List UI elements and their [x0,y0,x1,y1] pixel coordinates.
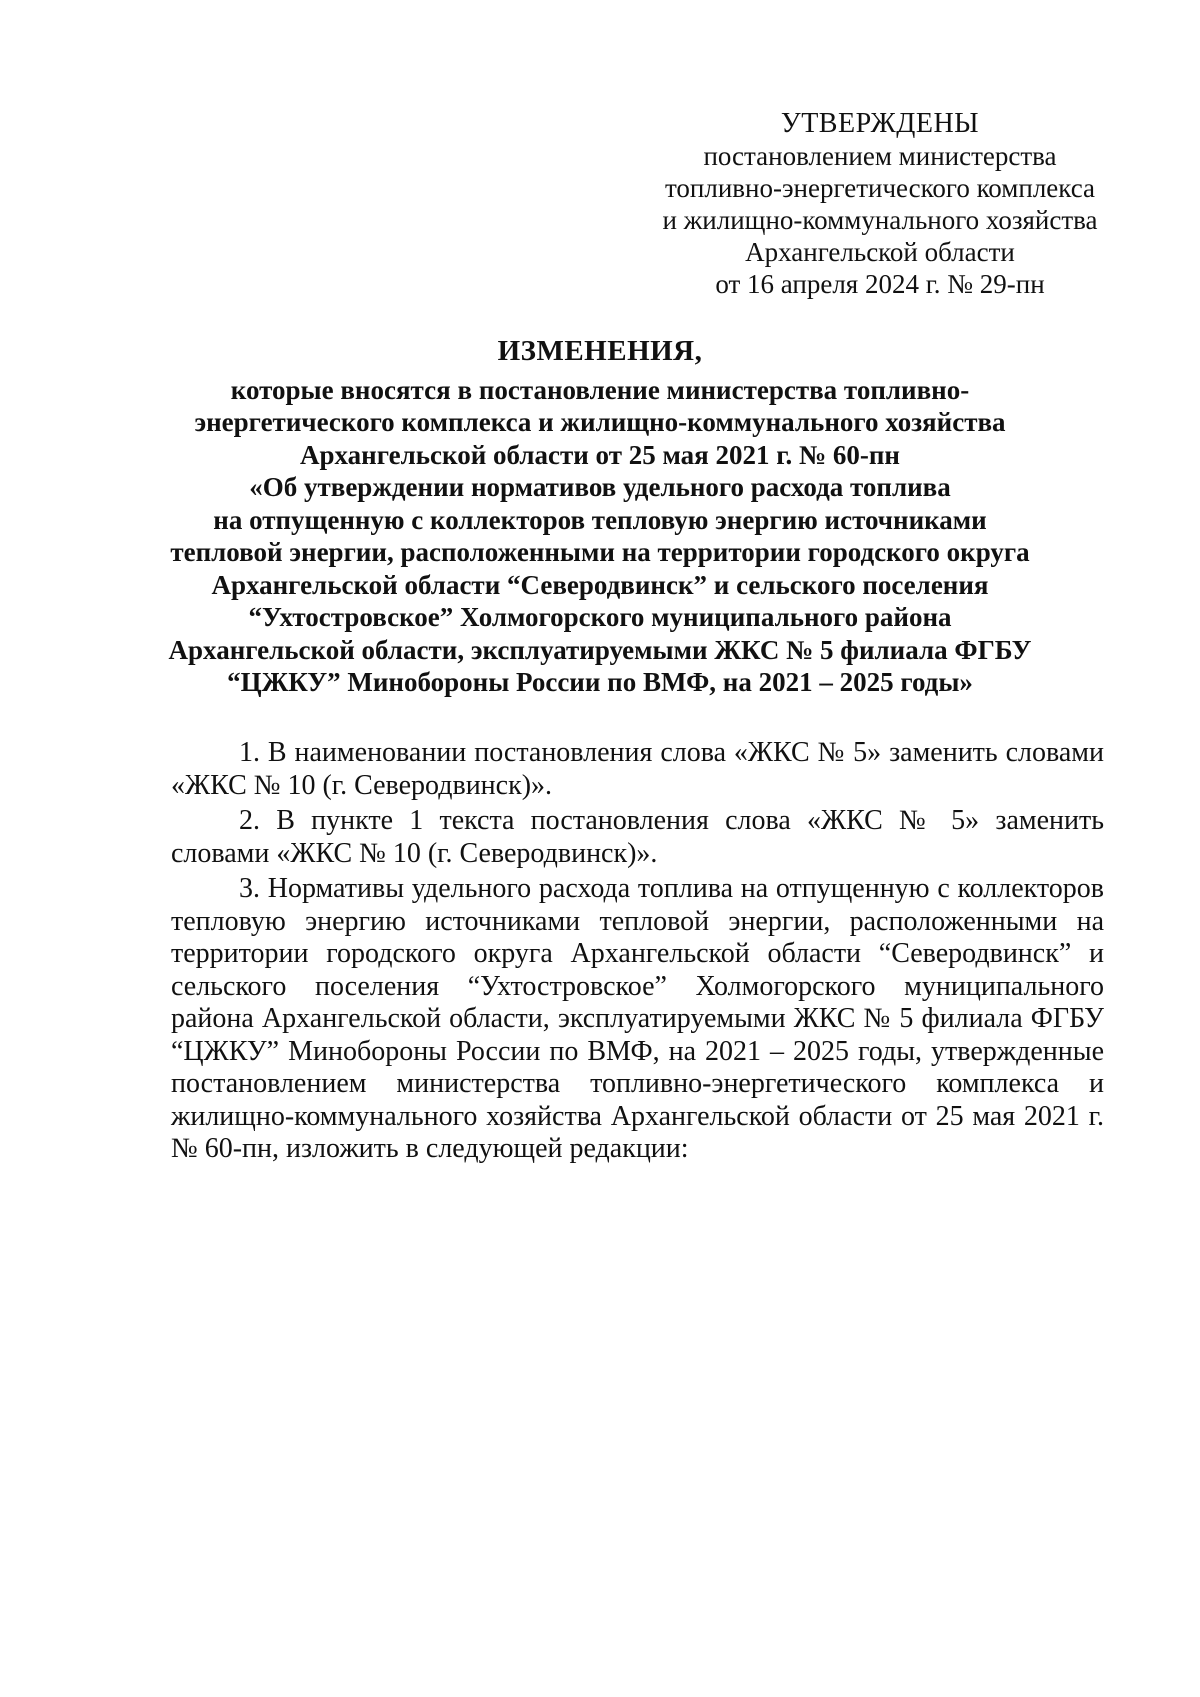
heading-title: ИЗМЕНЕНИЯ, [497,335,703,367]
paragraph-3: 3. Нормативы удельного расхода топлива на отпущенную с коллекторов тепловую энергию источниками тепловой энергии, расположенными на территории городского округа Архангельской области “Северодвинск” и сельского поселения “Ухтостровское” Холмогорского муниципального района Архангельской области, эксплуатируемыми ЖКС № 5 филиала ФГБУ “ЦЖКУ” Минобороны России по ВМФ, на 2021 – 2025 годы, утвержденные постановлением министерства топливно-энергетического комплекса и жилищно-коммунального хозяйства Архангельской области от 25 мая 2021 г. № 60-пн, изложить в следующей редакции: [171,873,1104,1164]
paragraph-2: 2. В пункте 1 текста постановления слова «ЖКС № 5» заменить словами «ЖКС № 10 (г. Северодвинск)». [171,805,1104,869]
heading-line: «Об утверждении нормативов удельного расхода топлива [249,472,951,502]
approval-line: Архангельской области [745,237,1015,267]
approval-line: постановлением министерства [703,141,1057,171]
approval-line: и жилищно-коммунального хозяйства [662,205,1098,235]
heading-line: “ЦЖКУ” Минобороны России по ВМФ, на 2021 – 2025 годы» [227,667,973,697]
heading-line: тепловой энергии, расположенными на территории городского округа [170,537,1030,567]
approval-title: УТВЕРЖДЕНЫ [780,108,980,139]
heading-line: Архангельской области, эксплуатируемыми ЖКС № 5 филиала ФГБУ [168,634,1032,665]
heading-line: “Ухтостровское” Холмогорского муниципального района [248,602,952,632]
document-heading [150,335,1050,699]
heading-line: Архангельской области “Северодвинск” и сельского поселения [211,569,989,600]
heading-line: на отпущенную с коллекторов тепловую энергию источниками [213,504,987,535]
heading-line: энергетического комплекса и жилищно-коммунального хозяйства [194,407,1006,437]
approval-date-line: от 16 апреля 2024 г. № 29-пн [715,269,1045,299]
approval-block [640,108,1120,300]
heading-line: Архангельской области от 25 мая 2021 г. № 60-пн [300,439,900,470]
paragraph-1: 1. В наименовании постановления слова «ЖКС № 5» заменить словами «ЖКС № 10 (г. Северодвинск)». [171,737,1104,801]
heading-line: которые вносятся в постановление министерства топливно- [230,374,970,405]
approval-line: топливно-энергетического комплекса [664,173,1096,203]
document-body [171,737,1104,1169]
